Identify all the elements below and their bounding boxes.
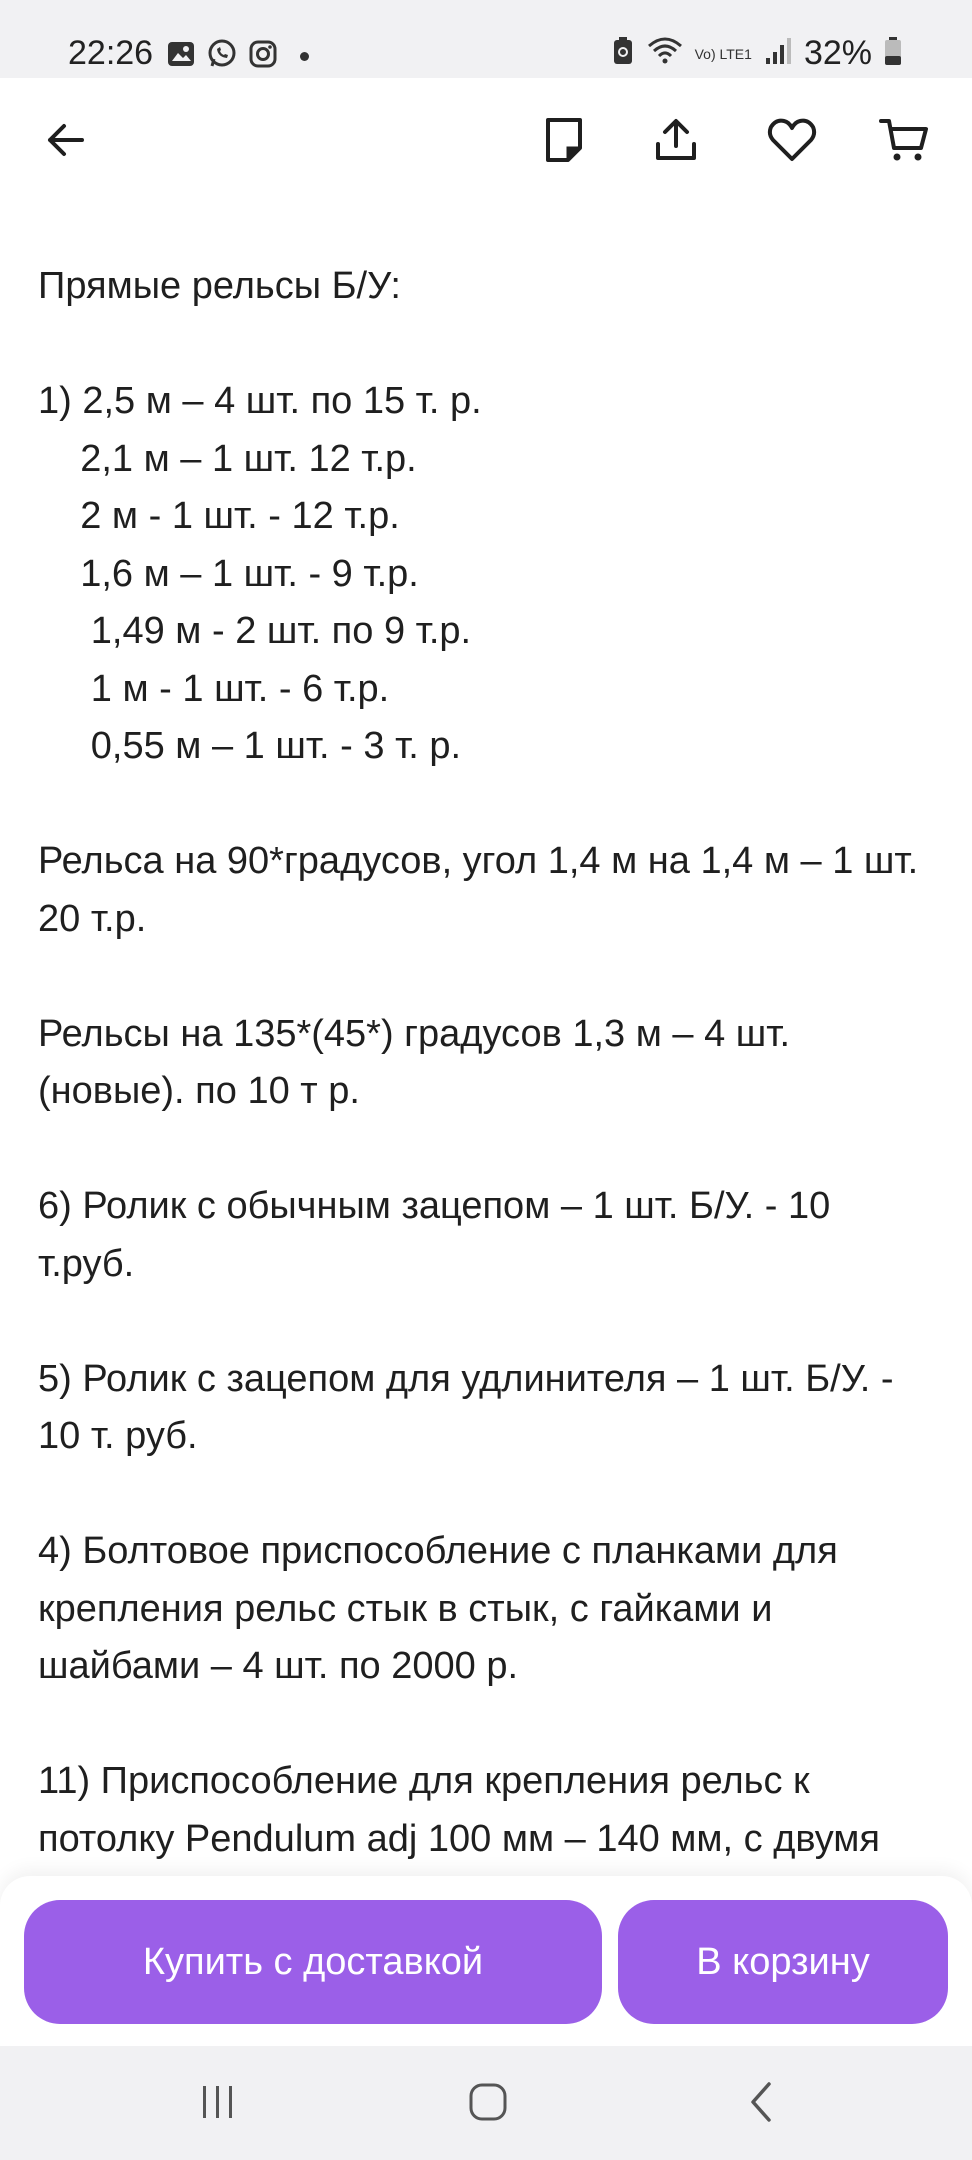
battery-percent: 32% xyxy=(803,34,872,72)
description-line: 1,6 м – 1 шт. - 9 т.р. xyxy=(38,552,419,595)
description-line: Рельса на 90*градусов, угол 1,4 м на 1,4 м – 1 шт. xyxy=(38,840,919,882)
paragraph-gap xyxy=(38,1466,938,1524)
description-line: 1,49 м - 2 шт. по 9 т.р. xyxy=(38,610,472,652)
back-nav-button[interactable] xyxy=(730,2072,794,2136)
action-bar xyxy=(0,1876,972,2046)
cart-icon xyxy=(879,116,929,169)
description-line: 0,55 м – 1 шт. - 3 т. р. xyxy=(38,725,462,767)
add-to-cart-button[interactable]: В корзину xyxy=(618,1900,948,2024)
product-description xyxy=(38,258,938,1868)
battery-saver-icon xyxy=(611,36,635,71)
description-line: 2 м - 1 шт. - 12 т.р. xyxy=(38,495,400,537)
description-line: 2,1 м – 1 шт. 12 т.р. xyxy=(38,437,417,480)
note-button[interactable] xyxy=(532,110,596,174)
cart-button[interactable] xyxy=(872,110,936,174)
arrow-left-icon xyxy=(42,116,90,169)
back-button[interactable] xyxy=(34,110,98,174)
home-button[interactable] xyxy=(456,2072,520,2136)
description-line: 20 т.р. xyxy=(38,897,147,940)
dot-icon xyxy=(300,52,309,61)
paragraph-gap xyxy=(38,948,938,1006)
description-line: (новые). по 10 т р. xyxy=(38,1070,360,1112)
battery-icon xyxy=(884,36,902,71)
description-line: 1) 2,5 м – 4 шт. по 15 т. р. xyxy=(38,380,482,422)
description-line: 11) Приспособление для крепления рельс к xyxy=(38,1760,810,1802)
recent-apps-button[interactable] xyxy=(186,2072,250,2136)
whatsapp-icon xyxy=(206,38,238,75)
description-line: 10 т. руб. xyxy=(38,1415,198,1457)
description-line: крепления рельс стык в стык, с гайками и xyxy=(38,1587,773,1630)
paragraph-gap xyxy=(38,1121,938,1179)
instagram-icon xyxy=(248,39,278,74)
recent-apps-icon xyxy=(198,2082,238,2127)
system-indicators xyxy=(611,34,902,73)
app-header xyxy=(0,78,972,218)
paragraph-gap xyxy=(38,776,938,834)
signal-icon xyxy=(764,36,792,71)
buy-with-delivery-button[interactable]: Купить с доставкой xyxy=(24,1900,602,2024)
status-time: 22:26 xyxy=(68,34,154,72)
description-line: 4) Болтовое приспособление с планками для xyxy=(38,1530,838,1572)
paragraph-gap xyxy=(38,1696,938,1754)
description-line: 1 м - 1 шт. - 6 т.р. xyxy=(38,667,390,710)
description-line: шайбами – 4 шт. по 2000 р. xyxy=(38,1645,519,1687)
paragraph-gap xyxy=(38,1293,938,1351)
system-nav-bar xyxy=(0,2046,972,2160)
description-line: т.руб. xyxy=(38,1242,135,1285)
description-line: потолку Pendulum adj 100 мм – 140 мм, с двумя xyxy=(38,1817,881,1860)
gallery-icon xyxy=(166,39,196,74)
share-button[interactable] xyxy=(644,110,708,174)
heart-icon xyxy=(766,116,818,169)
note-icon xyxy=(542,116,586,169)
description-line: Рельсы на 135*(45*) градусов 1,3 м – 4 шт. xyxy=(38,1012,791,1055)
notification-icons xyxy=(166,38,309,75)
description-line: 5) Ролик с зацепом для удлинителя – 1 шт. Б/У. - xyxy=(38,1357,894,1400)
paragraph-gap xyxy=(38,316,938,374)
wifi-icon xyxy=(647,36,683,71)
description-line: 6) Ролик с обычным зацепом – 1 шт. Б/У. - 10 xyxy=(38,1185,831,1227)
back-icon xyxy=(742,2080,782,2129)
home-icon xyxy=(467,2081,509,2128)
share-icon xyxy=(652,116,700,169)
status-bar xyxy=(0,0,972,78)
network-type: Vo) LTE1 xyxy=(694,45,752,62)
description-line: Прямые рельсы Б/У: xyxy=(38,265,401,307)
favorite-button[interactable] xyxy=(760,110,824,174)
